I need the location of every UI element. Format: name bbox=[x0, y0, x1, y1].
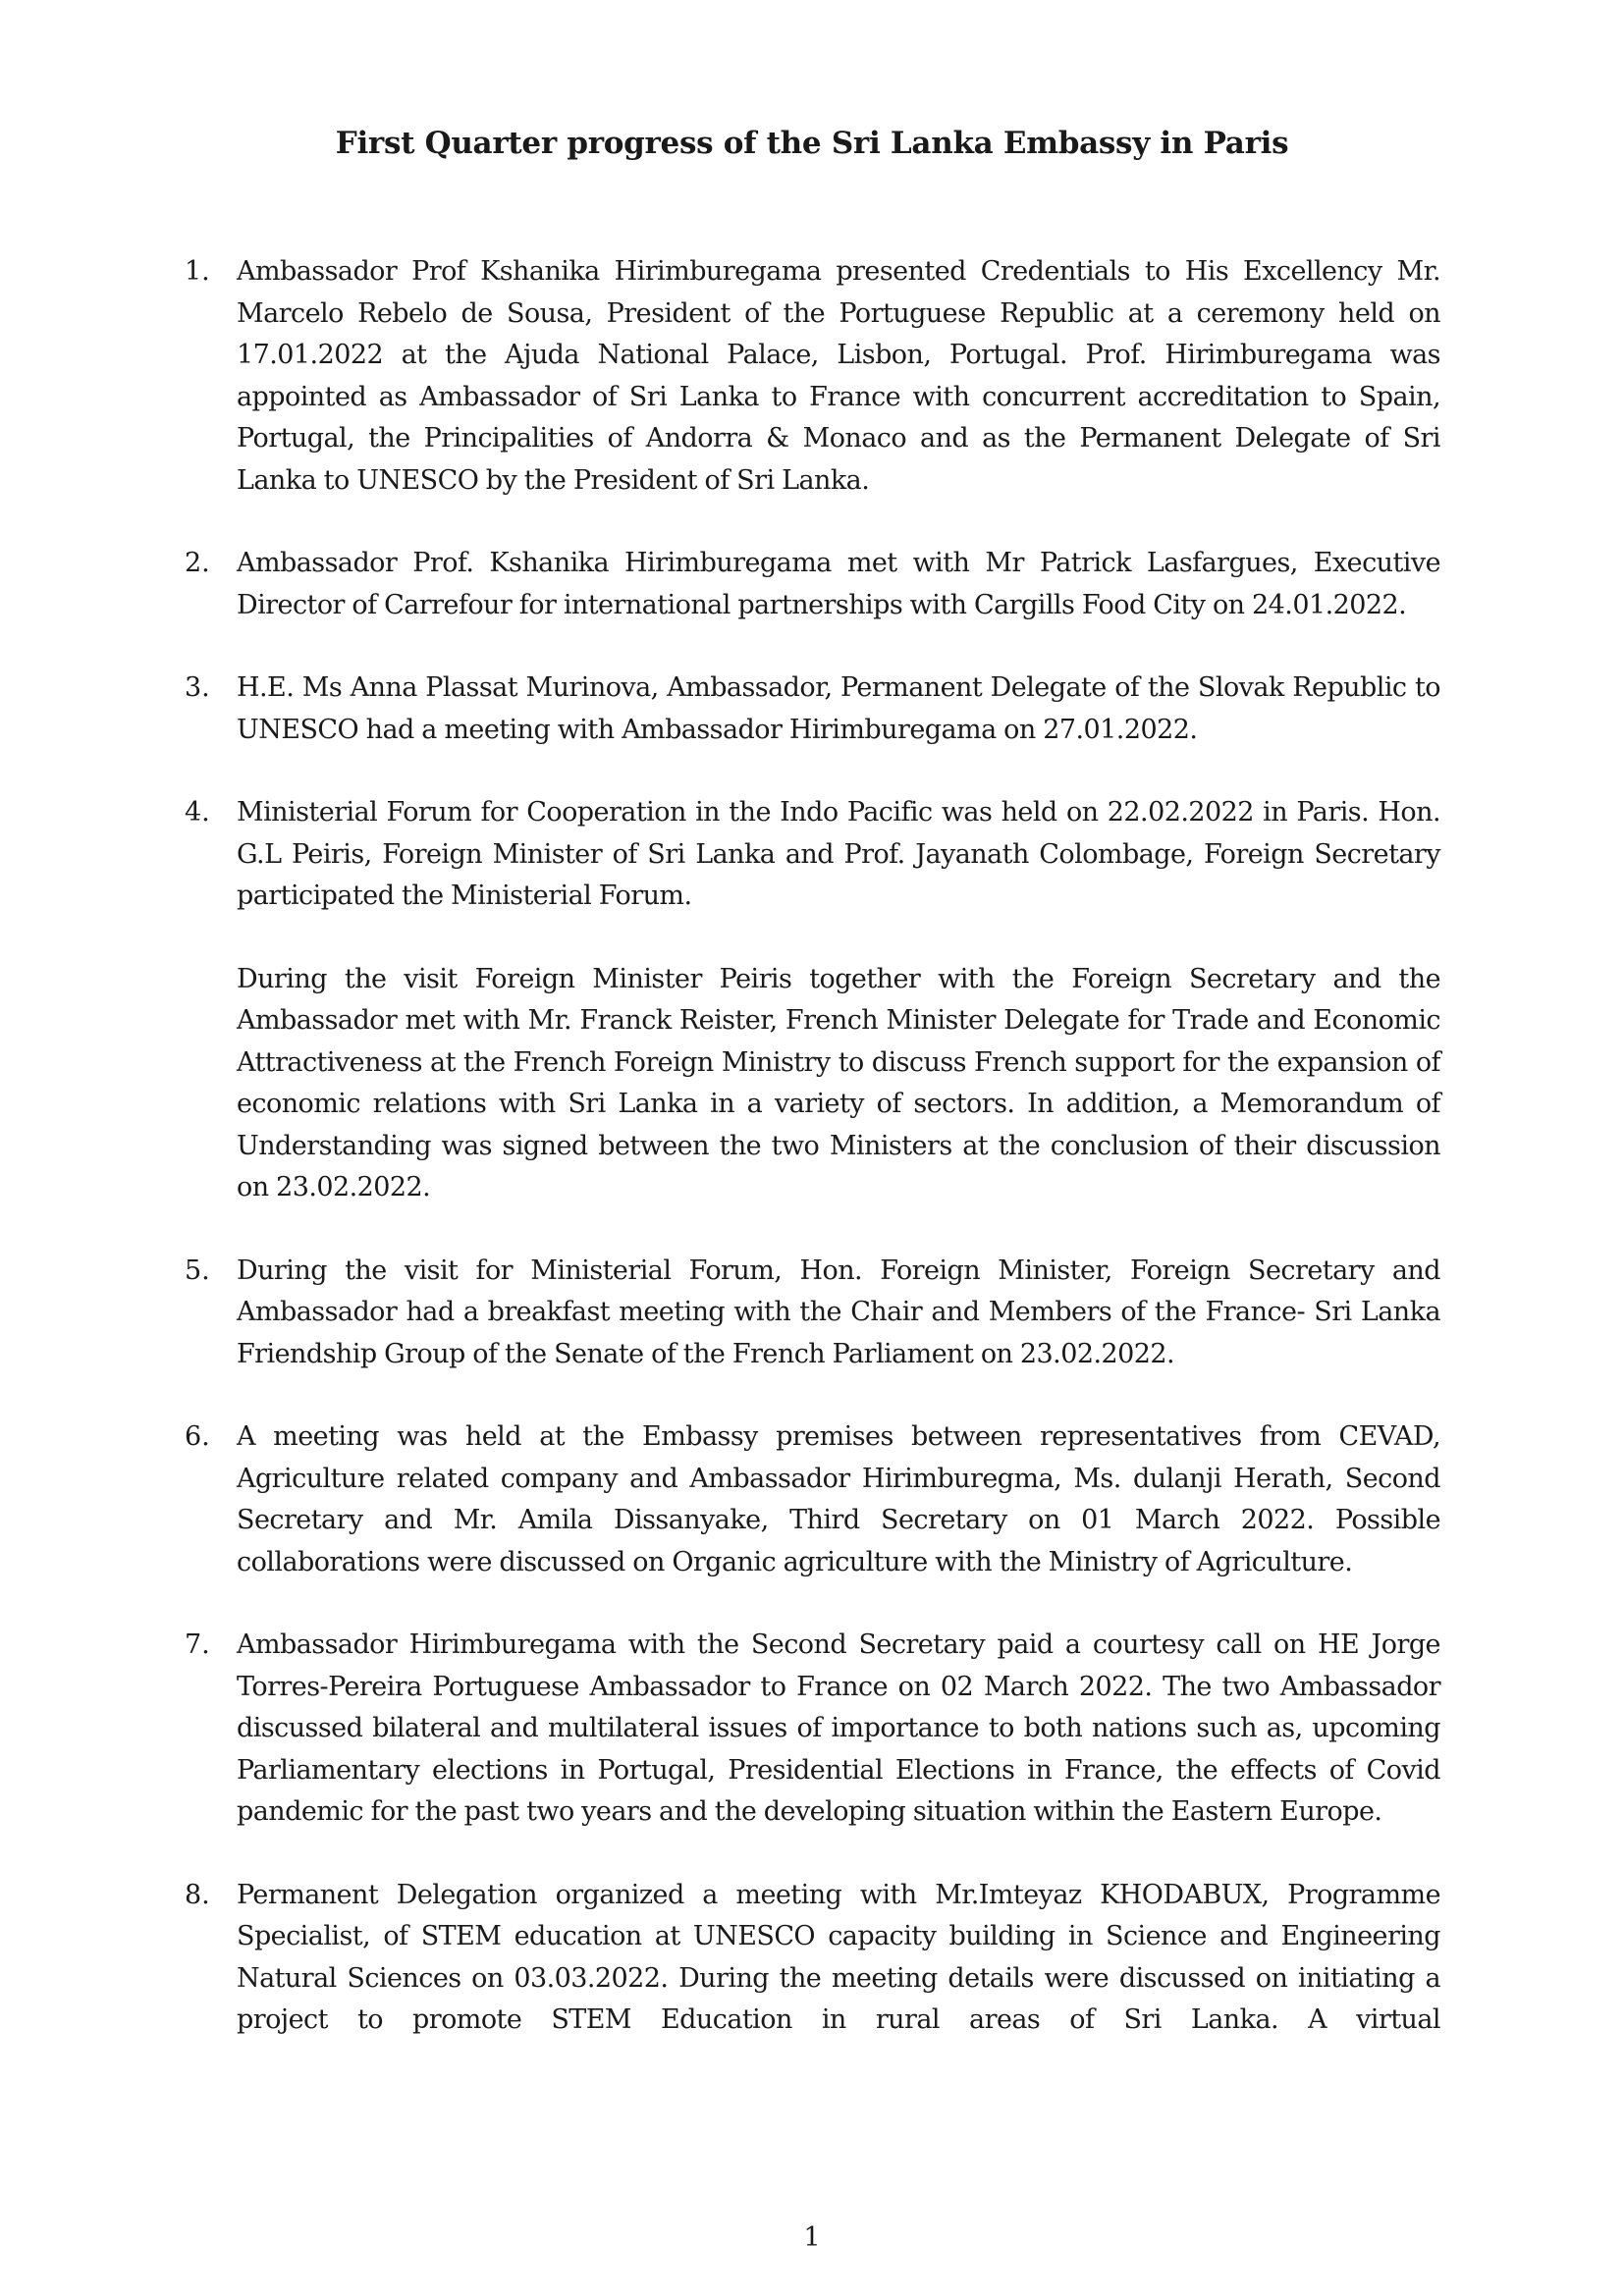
list-item-1 bbox=[0, 251, 1624, 502]
item-number: 5. bbox=[185, 1255, 210, 1286]
item-number: 1. bbox=[185, 256, 210, 287]
item-paragraph: Ambassador Prof Kshanika Hirimburegama presented Credentials to His Excellency Mr. Marcelo Rebelo de Sousa, President of the Portuguese Republic at a ceremony held on 17.01.2022 at the Ajuda National Palace, Lisbon, Portugal. Prof. Hirimburegama was appointed as Ambassador of Sri Lanka to France with concurrent accreditation to Spain, Portugal, the Principalities of Andorra & Monaco and as the Permanent Delegate of Sri Lanka to UNESCO by the President of Sri Lanka. bbox=[237, 256, 1440, 496]
list-item-7 bbox=[0, 1625, 1624, 1834]
list-item-3 bbox=[0, 667, 1624, 751]
document-title: First Quarter progress of the Sri Lanka Embassy in Paris bbox=[335, 126, 1289, 161]
item-paragraph-continued: During the visit Foreign Minister Peiris together with the Foreign Secretary and the Ambassador met with Mr. Franck Reister, French Minister Delegate for Trade and Economic Attractiveness at the French Foreign Ministry to discuss French support for the expansion of economic relations with Sri Lanka in a variety of sectors. In addition, a Memorandum of Understanding was signed between the two Ministers at the conclusion of their discussion on 23.02.2022. bbox=[237, 963, 1440, 1202]
item-paragraph: Ambassador Hirimburegama with the Second Secretary paid a courtesy call on HE Jorge Torres-Pereira Portuguese Ambassador to France on 02 March 2022. The two Ambassador discussed bilateral and multilateral issues of importance to both nations such as, upcoming Parliamentary elections in Portugal, Presidential Elections in France, the effects of Covid pandemic for the past two years and the developing situation within the Eastern Europe. bbox=[237, 1629, 1440, 1827]
list-item-2 bbox=[0, 543, 1624, 626]
list-item-8 bbox=[0, 1875, 1624, 2042]
item-paragraph: During the visit for Ministerial Forum, Hon. Foreign Minister, Foreign Secretary and Ambassador had a breakfast meeting with the Chair and Members of the France- Sri Lanka Friendship Group of the Senate of the French Parliament on 23.02.2022. bbox=[237, 1255, 1440, 1369]
item-paragraph: H.E. Ms Anna Plassat Murinova, Ambassador, Permanent Delegate of the Slovak Republic to UNESCO had a meeting with Ambassador Hirimburegama on 27.01.2022. bbox=[237, 672, 1440, 745]
item-number: 3. bbox=[185, 672, 210, 703]
item-number: 2. bbox=[185, 548, 210, 578]
item-number: 4. bbox=[185, 797, 210, 828]
item-paragraph: Ambassador Prof. Kshanika Hirimburegama met with Mr Patrick Lasfargues, Executive Director of Carrefour for international partnerships with Cargills Food City on 24.01.2022. bbox=[237, 548, 1440, 620]
item-paragraph: Ministerial Forum for Cooperation in the Indo Pacific was held on 22.02.2022 in Paris. Hon. G.L Peiris, Foreign Minister of Sri Lanka and Prof. Jayanath Colombage, Foreign Secretary participated the Ministerial Forum. bbox=[237, 797, 1440, 911]
item-number: 8. bbox=[185, 1879, 210, 1910]
item-number: 7. bbox=[185, 1629, 210, 1660]
list-item-6 bbox=[0, 1416, 1624, 1583]
list-item-4 bbox=[0, 792, 1624, 1209]
progress-list bbox=[0, 251, 1624, 2083]
item-number: 6. bbox=[185, 1421, 210, 1452]
page-number: 1 bbox=[803, 2222, 821, 2253]
list-item-5 bbox=[0, 1251, 1624, 1376]
item-paragraph: Permanent Delegation organized a meeting with Mr.Imteyaz KHODABUX, Programme Specialist, of STEM education at UNESCO capacity building in Science and Engineering Natural Sciences on 03.03.2022. During the meeting details were discussed on initiating a project to promote STEM Education in rural areas of Sri Lanka. A virtual bbox=[237, 1879, 1440, 2035]
item-paragraph: A meeting was held at the Embassy premises between representatives from CEVAD, Agriculture related company and Ambassador Hirimburegma, Ms. dulanji Herath, Second Secretary and Mr. Amila Dissanyake, Third Secretary on 01 March 2022. Possible collaborations were discussed on Organic agriculture with the Ministry of Agriculture. bbox=[237, 1421, 1440, 1577]
